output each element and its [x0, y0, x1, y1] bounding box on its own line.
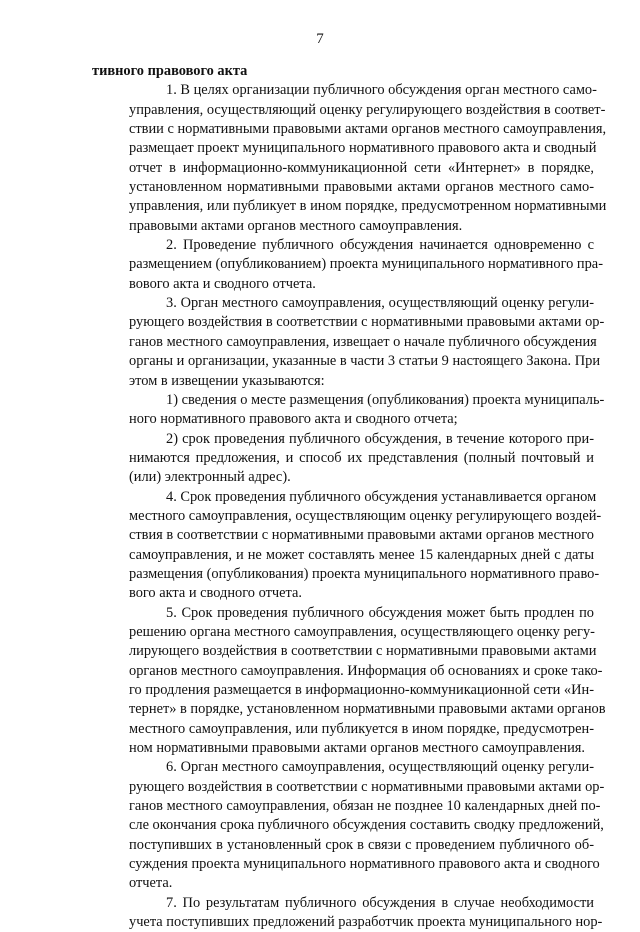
- page-number: 7: [316, 31, 324, 47]
- text-line: размещением (опубликованием) проекта муниципального нормативного пра-: [129, 256, 603, 273]
- text-line: управления, или публикует в ином порядке, предусмотренном нормативными: [129, 198, 607, 215]
- paragraph: [92, 430, 594, 488]
- text-line: 1. В целях организации публичного обсуждения орган местного само-: [166, 82, 597, 99]
- text-line: 3. Орган местного самоуправления, осуществляющий оценку регули-: [166, 295, 594, 312]
- text-line: лирующего воздействия в соответствии с нормативными правовыми актами: [129, 643, 597, 660]
- text-line: ном нормативными правовыми актами органов местного самоуправления.: [129, 740, 585, 757]
- text-line: управления, осуществляющий оценку регулирующего воздействия в соответ-: [129, 101, 606, 118]
- text-line: 5. Срок проведения публичного обсуждения может быть продлен по: [166, 604, 594, 621]
- text-line: учета поступивших предложений разработчик проекта муниципального нор-: [129, 914, 603, 931]
- text-line: этом в извещении указываются:: [129, 372, 325, 389]
- text-line: нимаются предложения, и способ их представления (полный почтовый и: [129, 449, 594, 466]
- text-line: вового акта и сводного отчета.: [129, 275, 316, 292]
- paragraph: [92, 758, 605, 893]
- text-line: ного нормативного правового акта и сводного отчета;: [129, 411, 458, 428]
- text-line: местного самоуправления, или публикуется в ином порядке, предусмотрен-: [129, 720, 594, 737]
- text-line: самоуправления, и не может составлять менее 15 календарных дней с даты: [129, 546, 594, 563]
- text-line: размещения (опубликования) проекта муниципального нормативного право-: [129, 565, 600, 582]
- document-body: [92, 62, 607, 932]
- text-line: 2. Проведение публичного обсуждения начинается одновременно с: [166, 237, 594, 254]
- text-line: правовыми актами органов местного самоуправления.: [129, 217, 463, 234]
- text-line: 1) сведения о месте размещения (опубликования) проекта муниципаль-: [166, 391, 605, 408]
- text-line: органы и организации, указанные в части 3 статьи 9 настоящего Закона. При: [129, 353, 601, 370]
- paragraph: [92, 81, 607, 236]
- text-line: вого акта и сводного отчета.: [129, 585, 302, 602]
- text-line: ствия в соответствии с нормативными правовыми актами органов местного: [129, 527, 594, 544]
- text-line: поступивших в установленный срок в связи с проведением публичного об-: [129, 836, 594, 853]
- text-line: отчета.: [129, 875, 173, 892]
- text-line: органов местного самоуправления. Информация об основаниях и сроке тако-: [129, 662, 603, 679]
- text-line: 2) срок проведения публичного обсуждения, в течение которого при-: [166, 430, 594, 447]
- text-line: 6. Орган местного самоуправления, осуществляющий оценку регули-: [166, 759, 594, 776]
- paragraph: [92, 236, 603, 294]
- text-line: установленном нормативными правовыми актами органов местного само-: [129, 179, 594, 196]
- paragraph: [92, 294, 605, 391]
- paragraph: [92, 604, 606, 759]
- paragraph: [92, 488, 602, 604]
- text-line: ствии с нормативными правовыми актами органов местного самоуправления,: [129, 121, 607, 138]
- text-line: отчет в информационно-коммуникационной сети «Интернет» в порядке,: [129, 159, 594, 176]
- text-line: размещает проект муниципального нормативного правового акта и сводный: [129, 140, 597, 157]
- text-line: 4. Срок проведения публичного обсуждения устанавливается органом: [166, 488, 597, 505]
- text-line: тернет» в порядке, установленном нормативными правовыми актами органов: [129, 701, 606, 718]
- text-line: суждения проекта муниципального нормативного правового акта и сводного: [129, 856, 600, 873]
- text-line: решению органа местного самоуправления, осуществляющего оценку регу-: [129, 623, 595, 640]
- text-line: рующего воздействия в соответствии с нормативными правовыми актами ор-: [129, 314, 605, 331]
- text-line: (или) электронный адрес).: [129, 469, 291, 486]
- heading-continuation: тивного правового акта: [92, 63, 248, 79]
- text-line: 7. По результатам публичного обсуждения в случае необходимости: [166, 894, 594, 911]
- text-line: сле окончания срока публичного обсуждения составить сводку предложений,: [129, 817, 604, 834]
- text-line: рующего воздействия в соответствии с нормативными правовыми актами ор-: [129, 778, 605, 795]
- text-line: го продления размещается в информационно-коммуникационной сети «Ин-: [129, 682, 594, 698]
- text-line: ганов местного самоуправления, извещает о начале публичного обсуждения: [129, 333, 597, 350]
- text-line: ганов местного самоуправления, обязан не позднее 10 календарных дней по-: [129, 798, 601, 815]
- text-line: местного самоуправления, осуществляющим оценку регулирующего воздей-: [129, 507, 602, 524]
- paragraph: [92, 894, 603, 932]
- paragraph: [92, 391, 605, 430]
